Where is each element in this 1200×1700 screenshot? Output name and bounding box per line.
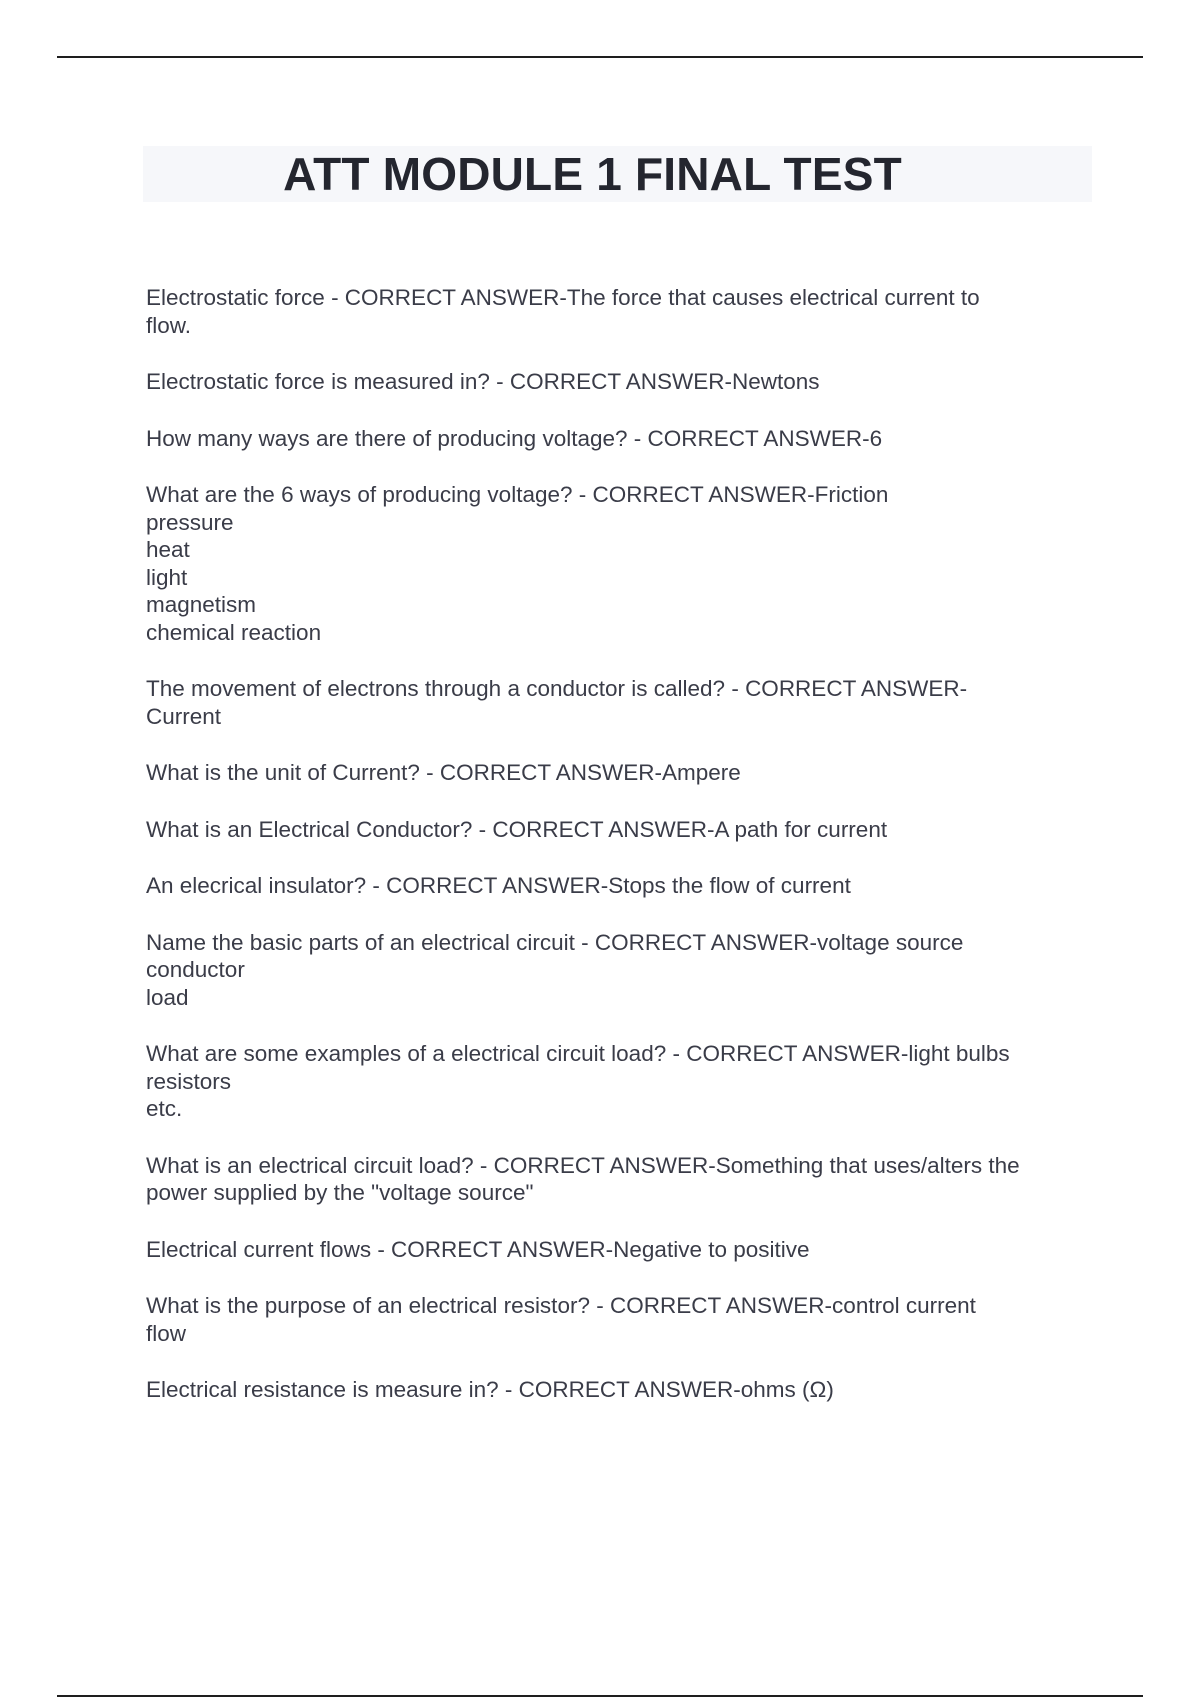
top-rule xyxy=(57,56,1143,58)
qa-item: Electrical current flows - CORRECT ANSWER-Negative to positive xyxy=(146,1236,810,1262)
qa-item: What is an electrical circuit load? - CORRECT ANSWER-Something that uses/alters the power supplied by the "voltage source" xyxy=(146,1152,1020,1205)
qa-item: Electrostatic force - CORRECT ANSWER-The force that causes electrical current to flow. xyxy=(146,285,980,338)
qa-item: An elecrical insulator? - CORRECT ANSWER-Stops the flow of current xyxy=(146,873,851,898)
qa-item: The movement of electrons through a conductor is called? - CORRECT ANSWER- Current xyxy=(146,676,968,729)
qa-item: Name the basic parts of an electrical circuit - CORRECT ANSWER-voltage source conductor load xyxy=(146,929,964,1010)
qa-item: What are the 6 ways of producing voltage? - CORRECT ANSWER-Friction pressure heat light magnetism chemical reaction xyxy=(146,482,889,645)
qa-item: What is the unit of Current? - CORRECT ANSWER-Ampere xyxy=(146,760,741,785)
qa-item: Electrical resistance is measure in? - CORRECT ANSWER-ohms (Ω) xyxy=(146,1377,834,1402)
qa-item: How many ways are there of producing voltage? - CORRECT ANSWER-6 xyxy=(146,425,883,451)
qa-item: What is the purpose of an electrical resistor? - CORRECT ANSWER-control current flow xyxy=(146,1293,976,1346)
title-band xyxy=(143,146,1092,202)
qa-item: Electrostatic force is measured in? - CORRECT ANSWER-Newtons xyxy=(146,369,820,394)
qa-item: What is an Electrical Conductor? - CORRECT ANSWER-A path for current xyxy=(146,816,888,842)
document-title: ATT MODULE 1 FINAL TEST xyxy=(283,148,902,200)
qa-item: What are some examples of a electrical circuit load? - CORRECT ANSWER-light bulbs resistors etc. xyxy=(146,1041,1010,1121)
qa-list xyxy=(146,284,1096,1433)
bottom-rule xyxy=(57,1695,1143,1697)
